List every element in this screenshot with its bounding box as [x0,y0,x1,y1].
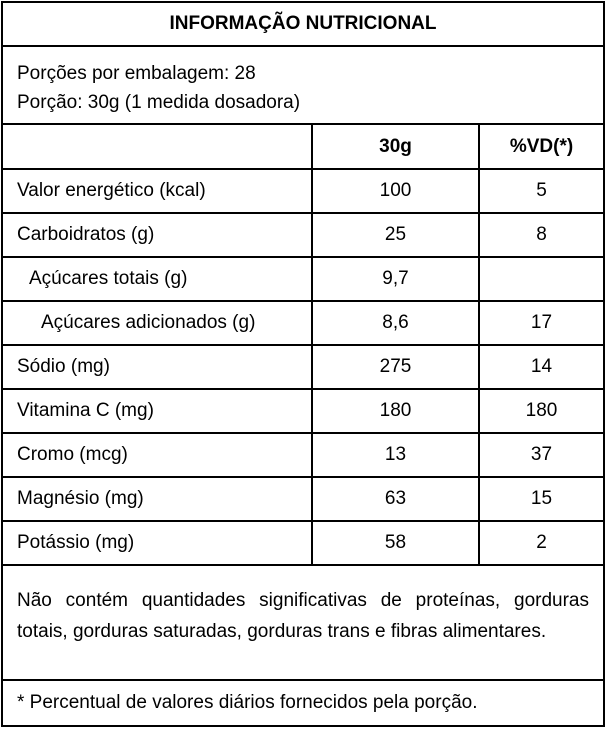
table-row [3,169,603,213]
nutrient-daily-value: 2 [479,521,603,565]
nutrient-daily-value: 14 [479,345,603,389]
nutrient-name: Vitamina C (mg) [3,389,312,433]
table-row [3,433,603,477]
label-title: INFORMAÇÃO NUTRICIONAL [3,3,603,47]
nutrition-label [1,1,605,727]
nutrient-name: Açúcares totais (g) [3,257,312,301]
servings-per-package: Porções por embalagem: 28 [17,63,256,84]
nutrient-daily-value: 8 [479,213,603,257]
nutrient-amount: 275 [312,345,479,389]
table-row [3,213,603,257]
nutrient-name: Cromo (mcg) [3,433,312,477]
nutrient-name: Magnésio (mg) [3,477,312,521]
nutrient-amount: 13 [312,433,479,477]
nutrition-note: Não contém quantidades significativas de proteínas, gorduras totais, gorduras saturadas, gorduras trans e fibras alimentares. [3,575,603,681]
nutrient-amount: 58 [312,521,479,565]
servings-info [3,47,603,125]
nutrient-name: Açúcares adicionados (g) [3,301,312,345]
nutrition-table [3,125,603,566]
nutrient-daily-value: 180 [479,389,603,433]
nutrient-amount: 63 [312,477,479,521]
nutrient-amount: 180 [312,389,479,433]
table-row [3,477,603,521]
header-amount: 30g [312,125,479,169]
header-nutrient [3,125,312,169]
header-daily-value: %VD(*) [479,125,603,169]
serving-size: Porção: 30g (1 medida dosadora) [17,92,301,113]
nutrient-amount: 8,6 [312,301,479,345]
nutrient-daily-value: 5 [479,169,603,213]
table-header-row [3,125,603,169]
nutrient-daily-value [479,257,603,301]
nutrient-name: Valor energético (kcal) [3,169,312,213]
nutrient-daily-value: 17 [479,301,603,345]
nutrient-name: Carboidratos (g) [3,213,312,257]
daily-value-footnote: * Percentual de valores diários fornecidos pela porção. [17,692,478,713]
nutrient-name: Potássio (mg) [3,521,312,565]
table-row [3,521,603,565]
nutrient-name: Sódio (mg) [3,345,312,389]
nutrient-amount: 9,7 [312,257,479,301]
table-row [3,301,603,345]
table-row [3,389,603,433]
nutrient-amount: 25 [312,213,479,257]
table-row [3,345,603,389]
nutrient-amount: 100 [312,169,479,213]
table-row [3,257,603,301]
nutrient-daily-value: 37 [479,433,603,477]
nutrient-daily-value: 15 [479,477,603,521]
